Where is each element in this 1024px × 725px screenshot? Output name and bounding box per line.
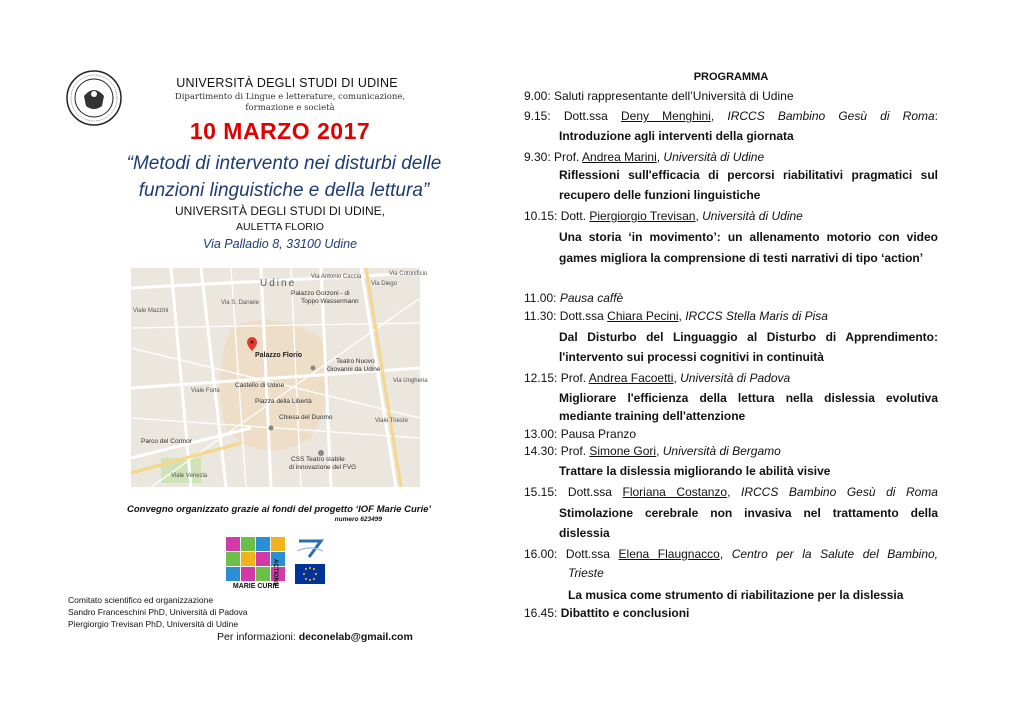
university-name: UNIVERSITÀ DEGLI STUDI DI UDINE bbox=[176, 76, 398, 90]
speaker-name: Chiara Pecini bbox=[607, 309, 679, 323]
speaker-name: Piergiorgio Trevisan bbox=[589, 209, 696, 223]
map-label-castello: Castello di Udine bbox=[235, 382, 285, 389]
affiliation: IRCCS Bambino Gesù di Roma bbox=[741, 485, 938, 499]
programme-row-1515: 15.15: Dott.ssa Floriana Costanzo, IRCCS Bambino Gesù di Roma bbox=[524, 485, 938, 499]
programme-row-1600: 16.00: Dott.ssa Elena Flaugnacco, Centro per la Salute del Bambino, bbox=[524, 547, 938, 561]
event-title bbox=[92, 150, 476, 204]
affiliation: Università di Udine bbox=[663, 150, 765, 164]
map-label-toppo: Toppo Wassermann bbox=[301, 298, 359, 305]
venue-room: AULETTA FLORIO bbox=[236, 221, 324, 233]
map-road-antonio: Via Antonio Caccia bbox=[311, 274, 362, 280]
time: 16.00: Dott.ssa bbox=[524, 547, 610, 561]
programme-row-1215: 12.15: Prof. Andrea Facoetti, Università di Padova bbox=[524, 371, 791, 385]
talk-title-915: Introduzione agli interventi della giornata bbox=[559, 129, 794, 143]
map-label-palazzo-gorzoni: Palazzo Gorzoni - di bbox=[291, 290, 350, 297]
affiliation: Centro per la Salute del Bambino, bbox=[731, 547, 938, 561]
map-road-diego: Via Diego bbox=[371, 281, 397, 287]
marie-curie-logo bbox=[226, 537, 326, 593]
affiliation-city: Trieste bbox=[568, 566, 604, 580]
eu-flag-icon bbox=[295, 564, 325, 584]
contact-email[interactable]: deconelab@gmail.com bbox=[298, 631, 413, 643]
logo-tile bbox=[226, 537, 240, 551]
talk-title-1600: La musica come strumento di riabilitazione per la dislessia bbox=[568, 588, 904, 602]
map-label-css-2: di innovazione del FVG bbox=[289, 464, 357, 471]
talk-title-1515: Stimolazione cerebrale non invasiva nel trattamento della dislessia bbox=[559, 506, 938, 540]
time: 9.15: Dott.ssa bbox=[524, 109, 608, 123]
time: 12.15: Prof. bbox=[524, 371, 587, 385]
funding-note: Convegno organizzato grazie ai fondi del progetto ‘IOF Marie Curie’ bbox=[126, 504, 432, 515]
map-road-forte: Viale Forte bbox=[191, 388, 220, 394]
speaker-name: Andrea Facoetti bbox=[588, 371, 674, 385]
department bbox=[150, 92, 430, 114]
time: 14.30: Prof. bbox=[524, 444, 587, 458]
committee bbox=[68, 594, 248, 630]
map-road-trieste: Viale Trieste bbox=[375, 418, 408, 424]
logo-tile bbox=[256, 537, 270, 551]
logo-tile bbox=[226, 552, 240, 566]
contact-info bbox=[217, 631, 413, 643]
logo-tile bbox=[256, 567, 270, 581]
map-label-parco: Parco del Cormor bbox=[141, 438, 192, 445]
programme-row-1645 bbox=[524, 604, 938, 622]
logo-tile bbox=[241, 567, 255, 581]
venue-address: Via Palladio 8, 33100 Udine bbox=[202, 237, 358, 251]
affiliation: IRCCS Stella Maris di Pisa bbox=[685, 309, 828, 323]
location-map bbox=[131, 268, 428, 487]
programme-title: PROGRAMMA bbox=[693, 71, 769, 83]
logo-text: MARIE CURIE bbox=[232, 583, 280, 590]
speaker-name: Deny Menghini bbox=[621, 109, 711, 123]
logo-tile bbox=[256, 552, 270, 566]
time: 11.30: Dott.ssa bbox=[524, 309, 604, 323]
time: 16.45: bbox=[524, 606, 558, 620]
time: 15.15: Dott.ssa bbox=[524, 485, 612, 499]
talk-title-930: Riflessioni sull'efficacia di percorsi riabilitativi pragmatici sul recupero delle funzioni linguistiche bbox=[559, 168, 938, 202]
event-date: 10 MARZO 2017 bbox=[189, 118, 371, 144]
contact-label: Per informazioni: bbox=[217, 631, 296, 643]
venue-university: UNIVERSITÀ DEGLI STUDI DI UDINE, bbox=[174, 204, 386, 218]
affiliation: Università di Bergamo bbox=[662, 444, 781, 458]
map-label-teatro: Teatro Nuovo bbox=[336, 358, 375, 365]
programme-row-1300: 13.00: Pausa Pranzo bbox=[524, 427, 637, 441]
speaker-name: Elena Flaugnacco bbox=[618, 547, 720, 561]
affiliation: Università di Padova bbox=[680, 371, 791, 385]
map-road-mazzini: Viale Mazzini bbox=[133, 308, 169, 314]
talk-title-1430: Trattare la dislessia migliorando le abilità visive bbox=[559, 464, 831, 478]
map-road-cotonificio: Via Cotonificio bbox=[389, 271, 428, 277]
logo-tile bbox=[271, 537, 285, 551]
department-line-1: Dipartimento di Lingue e letterature, comunicazione, bbox=[174, 92, 406, 102]
committee-title: Comitato scientifico ed organizzazione bbox=[68, 595, 214, 605]
fp7-logo bbox=[295, 537, 325, 559]
speaker-name: Floriana Costanzo bbox=[622, 485, 728, 499]
map-label-liberta: Piazza della Libertà bbox=[255, 398, 312, 405]
break-label: Pausa caffè bbox=[559, 291, 624, 305]
map-road-venezia: Viale Venezia bbox=[171, 473, 208, 479]
talk-title-1215: Migliorare l'efficienza della lettura nella dislessia evolutiva mediante training dell'attenzione bbox=[559, 391, 938, 423]
committee-member: Piergiorgio Trevisan PhD, Università di Udine bbox=[68, 619, 239, 629]
logo-side-text: ACTIONS bbox=[272, 559, 278, 586]
talk-title-1015: Una storia ‘in movimento’: un allenamento motorio con video games migliora la comprensione di testi narrativi di tipo ‘action’ bbox=[559, 230, 938, 265]
programme-row-900: 9.00: Saluti rappresentante dell’Università di Udine bbox=[524, 89, 794, 103]
affiliation: Università di Udine bbox=[702, 209, 803, 223]
university-seal bbox=[66, 70, 122, 126]
logo-tile bbox=[241, 537, 255, 551]
affiliation: IRCCS Bambino Gesù di Roma bbox=[727, 109, 935, 123]
logo-tile bbox=[226, 567, 240, 581]
time: 9.30: Prof. bbox=[524, 150, 580, 164]
programme-row-1430: 14.30: Prof. Simone Gori, Università di Bergamo bbox=[524, 444, 781, 458]
talk-title-1130: Dal Disturbo del Linguaggio al Disturbo di Apprendimento: l'intervento sui processi cognitivi in continuità bbox=[559, 330, 938, 364]
programme-row-915: 9.15: Dott.ssa Deny Menghini, IRCCS Bambino Gesù di Roma: bbox=[524, 109, 939, 123]
time: 10.15: Dott. bbox=[524, 209, 587, 223]
grant-number: numero 623499 bbox=[334, 516, 382, 523]
programme-row-1015: 10.15: Dott. Piergiorgio Trevisan, Università di Udine bbox=[524, 209, 803, 223]
logo-tile bbox=[241, 552, 255, 566]
committee-member: Sandro Franceschini PhD, Università di Padova bbox=[68, 607, 248, 617]
event-title-line-2: funzioni linguistiche e della lettura” bbox=[138, 180, 430, 201]
programme-row-930: 9.30: Prof. Andrea Marini, Università di Udine bbox=[524, 150, 765, 164]
map-label-palazzo-florio: Palazzo Florio bbox=[255, 352, 303, 359]
speaker-name: Simone Gori bbox=[589, 444, 657, 458]
speaker-name: Andrea Marini bbox=[582, 150, 657, 164]
programme-row-1130: 11.30: Dott.ssa Chiara Pecini, IRCCS Stella Maris di Pisa bbox=[524, 309, 828, 323]
map-road-daniele: Via S. Daniele bbox=[221, 300, 259, 306]
closing-label: Dibattito e conclusioni bbox=[560, 606, 690, 620]
map-label-css: CSS Teatro stabile bbox=[291, 456, 345, 463]
time: 11.00: bbox=[524, 291, 557, 305]
map-city-label: Udine bbox=[260, 278, 297, 289]
programme-row-1100 bbox=[524, 289, 938, 307]
map-label-teatro-2: Giovanni da Udine bbox=[327, 366, 381, 373]
event-title-line-1: “Metodi di intervento nei disturbi delle bbox=[126, 153, 442, 174]
department-line-2: formazione e società bbox=[245, 103, 335, 113]
map-label-duomo: Chiesa del Duomo bbox=[279, 414, 333, 421]
map-road-ungheria: Via Ungheria bbox=[393, 378, 428, 384]
